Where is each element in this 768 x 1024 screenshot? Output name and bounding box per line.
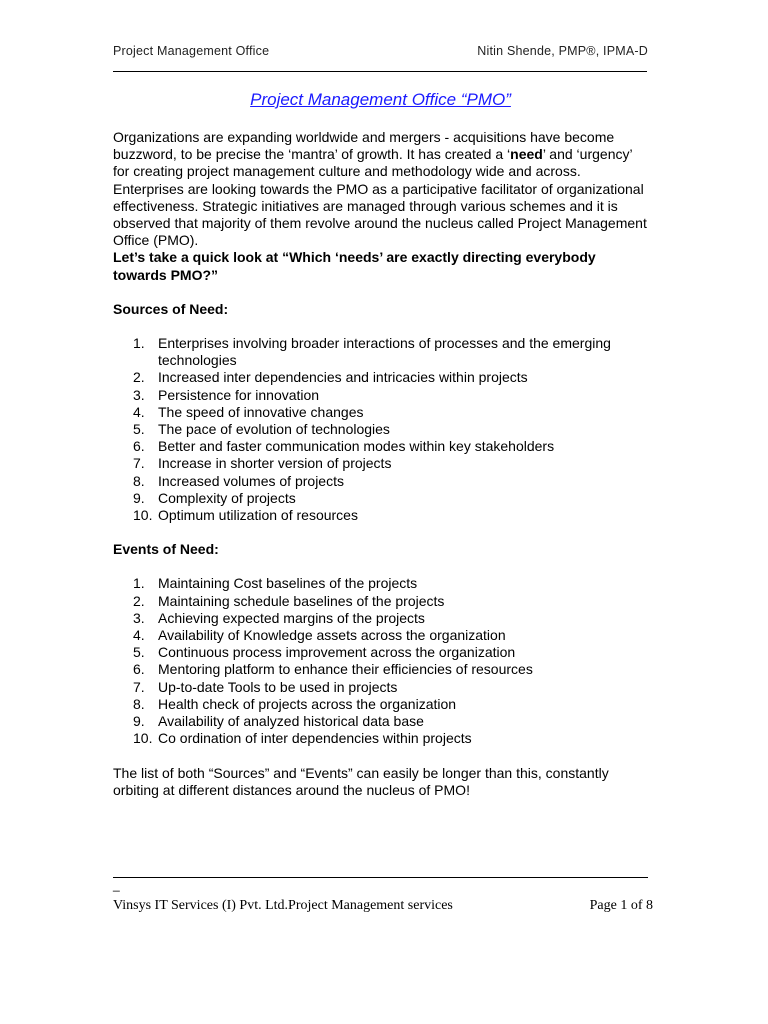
- list-item-number: 1.: [133, 575, 145, 592]
- list-item: [113, 369, 648, 386]
- list-item-text: Better and faster communication modes within key stakeholders: [158, 438, 555, 455]
- intro-p1-end: ’ and ‘urgency’ for creating project management culture and methodology wide and across.: [113, 146, 633, 180]
- list-item-text: Co ordination of inter dependencies within projects: [158, 730, 472, 747]
- list-item-text: Increased volumes of projects: [158, 472, 344, 489]
- list-item-number: 10.: [133, 730, 153, 747]
- events-heading: Events of Need:: [113, 541, 219, 558]
- intro-p1-text: Organizations are expanding worldwide and mergers - acquisitions have become buzzword, to be precise the ‘mantra’ of growth. It has created a ‘: [113, 129, 615, 163]
- intro-paragraph-2: Enterprises are looking towards the PMO as a participative facilitator of organizational effectiveness. Strategic initiatives are managed through various schemes and it is observed that majority of them revolve around the nucleus called Project Management Office (PMO).: [113, 180, 647, 249]
- intro-p1-bold: need: [510, 146, 543, 163]
- list-item-number: 8.: [133, 472, 145, 489]
- list-item-number: 5.: [133, 421, 145, 438]
- list-item-number: 2.: [133, 592, 145, 609]
- sources-heading: Sources of Need:: [113, 300, 229, 317]
- list-item-number: 3.: [133, 609, 145, 626]
- list-item: [113, 387, 648, 404]
- list-item-number: 5.: [133, 644, 145, 661]
- list-item-number: 6.: [133, 661, 145, 678]
- footer-rule: [113, 877, 648, 878]
- footer-page-number: Page 1 of 8: [589, 898, 653, 913]
- list-item: [113, 404, 648, 421]
- footer-underscore: _: [113, 878, 120, 892]
- list-item-number: 4.: [133, 627, 145, 644]
- header-left-text: Project Management Office: [113, 44, 270, 58]
- list-item-text: Maintaining schedule baselines of the projects: [158, 592, 445, 609]
- document-title: Project Management Office “PMO”: [250, 90, 511, 109]
- list-item: [113, 661, 648, 678]
- list-item: [113, 473, 648, 490]
- list-item-text: Optimum utilization of resources: [158, 507, 358, 524]
- list-item-number: 2.: [133, 369, 145, 386]
- list-item-number: 9.: [133, 489, 145, 506]
- list-item-text: Availability of analyzed historical data base: [158, 713, 424, 730]
- list-item-text: Availability of Knowledge assets across the organization: [158, 627, 506, 644]
- sources-list: [113, 335, 648, 524]
- list-item-text: Continuous process improvement across the organization: [158, 644, 516, 661]
- list-item: [113, 335, 648, 369]
- list-item: [113, 575, 648, 592]
- list-item-text: Achieving expected margins of the projects: [158, 609, 425, 626]
- footer-company: Vinsys IT Services (I) Pvt. Ltd.Project Management services: [113, 898, 453, 913]
- intro-question: Let’s take a quick look at “Which ‘needs’ are exactly directing everybody towards PMO?”: [113, 249, 596, 283]
- list-item-text: Up-to-date Tools to be used in projects: [158, 678, 398, 695]
- list-item-number: 10.: [133, 507, 153, 524]
- list-item: [113, 610, 648, 627]
- list-item-text: Maintaining Cost baselines of the projects: [158, 575, 418, 592]
- list-item: [113, 679, 648, 696]
- intro-paragraph-1: [113, 129, 648, 181]
- list-item-text: Persistence for innovation: [158, 386, 320, 403]
- list-item-number: 3.: [133, 386, 145, 403]
- list-item: [113, 644, 648, 661]
- header-right-text: Nitin Shende, PMP®, IPMA-D: [477, 44, 648, 58]
- list-item: [113, 507, 648, 524]
- closing-paragraph: The list of both “Sources” and “Events” can easily be longer than this, constantly orbiting at different distances around the nucleus of PMO!: [113, 764, 609, 798]
- list-item-number: 4.: [133, 403, 145, 420]
- list-item: [113, 593, 648, 610]
- list-item-number: 7.: [133, 678, 145, 695]
- list-item: [113, 627, 648, 644]
- list-item-text: Mentoring platform to enhance their efficiencies of resources: [158, 661, 533, 678]
- list-item-text: Enterprises involving broader interactions of processes and the emerging technologies: [158, 335, 611, 369]
- list-item-text: Increase in shorter version of projects: [158, 455, 392, 472]
- list-item-text: Health check of projects across the organization: [158, 695, 457, 712]
- list-item-text: The pace of evolution of technologies: [158, 421, 390, 438]
- list-item: [113, 730, 648, 747]
- events-list: [113, 575, 648, 747]
- list-item: [113, 696, 648, 713]
- list-item-number: 9.: [133, 713, 145, 730]
- header-rule: [113, 71, 647, 72]
- list-item: [113, 455, 648, 472]
- document-body: [113, 129, 648, 799]
- list-item: [113, 421, 648, 438]
- list-item-text: The speed of innovative changes: [158, 403, 364, 420]
- list-item: [113, 713, 648, 730]
- list-item-text: Increased inter dependencies and intricacies within projects: [158, 369, 528, 386]
- list-item: [113, 438, 648, 455]
- list-item-number: 7.: [133, 455, 145, 472]
- list-item: [113, 490, 648, 507]
- list-item-number: 6.: [133, 438, 145, 455]
- list-item-number: 1.: [133, 335, 145, 352]
- list-item-text: Complexity of projects: [158, 489, 296, 506]
- list-item-number: 8.: [133, 695, 145, 712]
